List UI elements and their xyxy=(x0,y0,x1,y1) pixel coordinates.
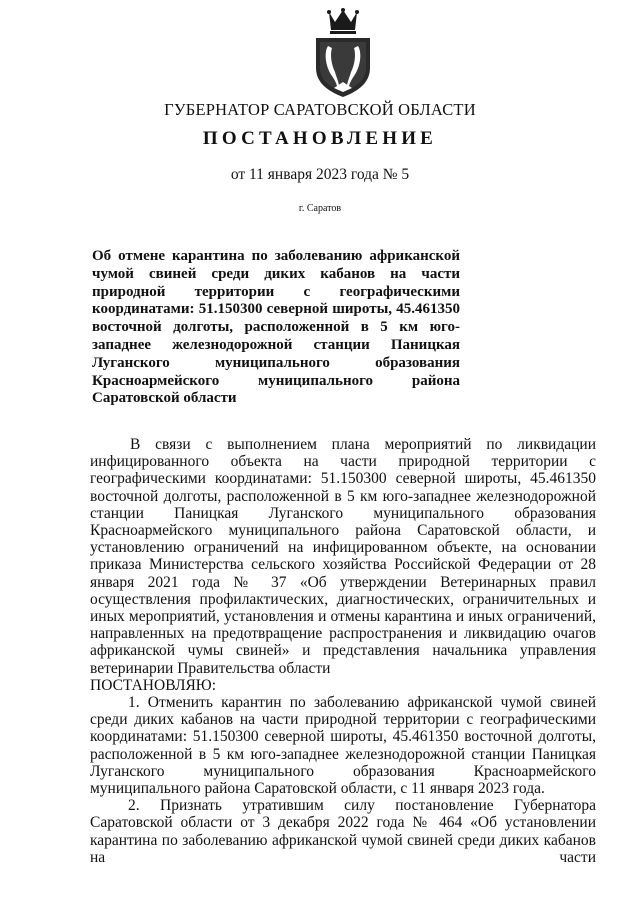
document-city: г. Саратов xyxy=(298,203,342,214)
decree-item-1: 1. Отменить карантин по заболеванию африканской чумой свиней среди диких кабанов на части природной территории с географическими координатами: 51.150300 северной широты, 45.461350 восточной долготы, расположенной в 5 км юго-западнее железнодорожной станции Паницкая Луганского муниципального образования Красноармейского муниципального района Саратовской области, с 11 января 2023 года. xyxy=(90,694,596,798)
document-subject: Об отмене карантина по заболеванию африканской чумой свиней среди диких кабанов на части природной территории с географическими координатами: 51.150300 северной широты, 45.461350 восточной долготы, расположенной в 5 км юго-западнее железнодорожной станции Паницкая Луганского муниципального образования Красноармейского муниципального района Саратовской области xyxy=(92,248,460,407)
decree-item-2: 2. Признать утратившим силу постановление Губернатора Саратовской области от 3 декабря 2022 года № 464 «Об установлении карантина по заболеванию африканской чумой свиней среди диких кабанов на части xyxy=(90,797,596,866)
issuing-authority: ГУБЕРНАТОР САРАТОВСКОЙ ОБЛАСТИ xyxy=(164,100,476,119)
document-date-number: от 11 января 2023 года № 5 xyxy=(230,166,410,183)
document-body xyxy=(90,436,596,866)
decree-word: ПОСТАНОВЛЯЮ: xyxy=(90,676,217,694)
coat-of-arms-icon xyxy=(310,8,376,100)
document-type-title: ПОСТАНОВЛЕНИЕ xyxy=(202,128,438,149)
preamble-paragraph: В связи с выполнением плана мероприятий по ликвидации инфицированного объекта на части природной территории с географическими координатами: 51.150300 северной широты, 45.461350 восточной долготы, расположенной в 5 км юго-западнее железнодорожной станции Паницкая Луганского муниципального образования Красноармейского муниципального района Саратовской области, и установлению ограничений на инфицированном объекте, на основании приказа Министерства сельского хозяйства Российской Федерации от 28 января 2021 года № 37 «Об утверждении Ветеринарных правил осуществления профилактических, диагностических, ограничительных и иных мероприятий, установления и отмены карантина и иных ограничений, направленных на предотвращение распространения и ликвидацию очагов африканской чумы свиней» и представления начальника управления ветеринарии Правительства области xyxy=(90,436,596,677)
